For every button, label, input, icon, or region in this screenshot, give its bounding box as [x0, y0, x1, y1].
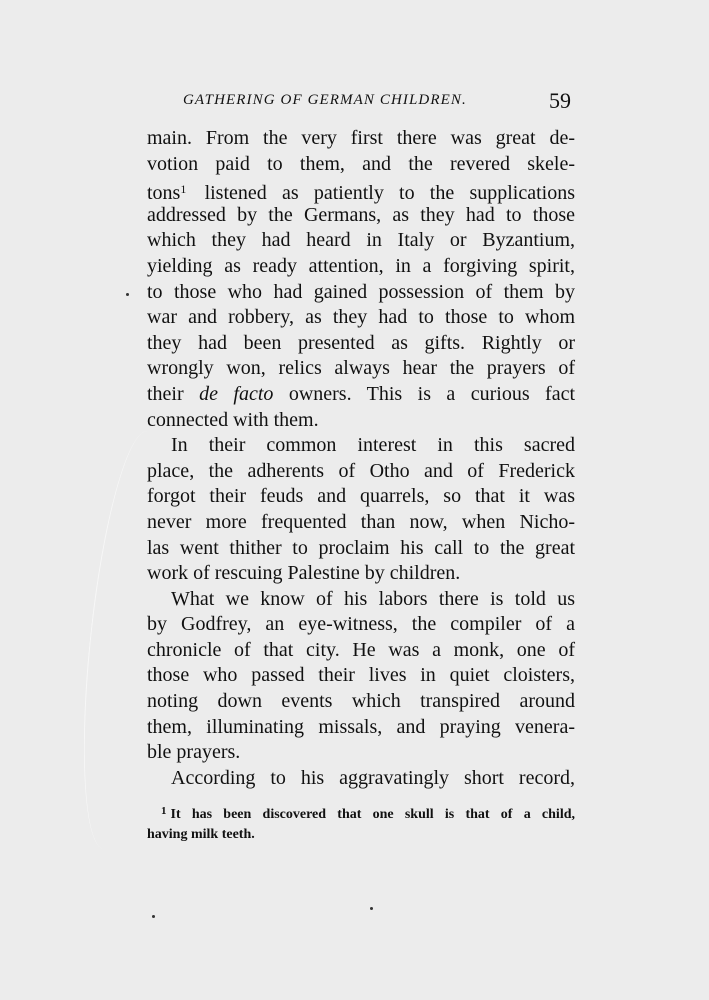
page-header	[183, 88, 575, 116]
paragraph-start: What we know of his labors there is told us	[171, 587, 575, 610]
footnote-line: having milk teeth.	[147, 827, 255, 842]
footnote-line	[147, 801, 575, 825]
ink-speck	[370, 907, 373, 910]
italic-phrase: de facto	[199, 382, 274, 405]
paragraph-start: According to his aggravatingly short record,	[171, 766, 575, 789]
footnote-number: 1	[161, 805, 167, 817]
text-line: ble prayers.	[147, 741, 241, 764]
ink-speck	[126, 293, 129, 296]
footnote	[147, 801, 575, 845]
text-line: noting down events which transpired around	[147, 690, 575, 713]
text-line: votion paid to them, and the revered skele-	[147, 152, 575, 175]
text-line-with-italic	[147, 382, 575, 408]
text-line: work of rescuing Palestine by children.	[147, 562, 461, 585]
text-line: by Godfrey, an eye-witness, the compiler of a	[147, 613, 575, 636]
paragraph-start: In their common interest in this sacred	[171, 434, 575, 457]
text-line: forgot their feuds and quarrels, so that it was	[147, 485, 575, 508]
ink-speck	[152, 915, 155, 918]
text-line-rest: owners. This is a curious fact	[288, 382, 575, 405]
body-text	[147, 126, 575, 791]
text-line: them, illuminating missals, and praying venera-	[147, 715, 575, 738]
page-number: 59	[549, 88, 571, 113]
text-line: yielding as ready attention, in a forgiving spirit,	[147, 254, 575, 277]
text-line: chronicle of that city. He was a monk, one of	[147, 638, 575, 661]
running-head: GATHERING OF GERMAN CHILDREN.	[183, 92, 467, 108]
text-line: wrongly won, relics always hear the prayers of	[147, 357, 575, 380]
text-line: to those who had gained possession of them by	[147, 280, 575, 303]
text-line: main. From the very first there was great de-	[147, 127, 575, 149]
text-line: they had been presented as gifts. Rightly or	[147, 331, 575, 354]
footnote-text: It has been discovered that one skull is that of a child,	[170, 807, 575, 822]
text-line: connected with them.	[147, 408, 319, 431]
text-line-rest: listened as patiently to the supplications	[204, 182, 576, 205]
text-line: which they had heard in Italy or Byzantium,	[147, 229, 575, 252]
footnote-reference: 1	[180, 182, 187, 197]
text-line: addressed by the Germans, as they had to those	[147, 203, 575, 226]
text-line: those who passed their lives in quiet cloisters,	[147, 664, 575, 687]
text-line-prefix: their	[147, 382, 184, 405]
text-line-prefix: tons	[147, 182, 181, 205]
text-line-with-footnote	[147, 177, 575, 203]
text-line: las went thither to proclaim his call to the great	[147, 536, 575, 559]
text-line: war and robbery, as they had to those to whom	[147, 306, 575, 329]
text-line: place, the adherents of Otho and of Frederick	[147, 459, 575, 482]
text-line: never more frequented than now, when Nicho-	[147, 510, 575, 533]
